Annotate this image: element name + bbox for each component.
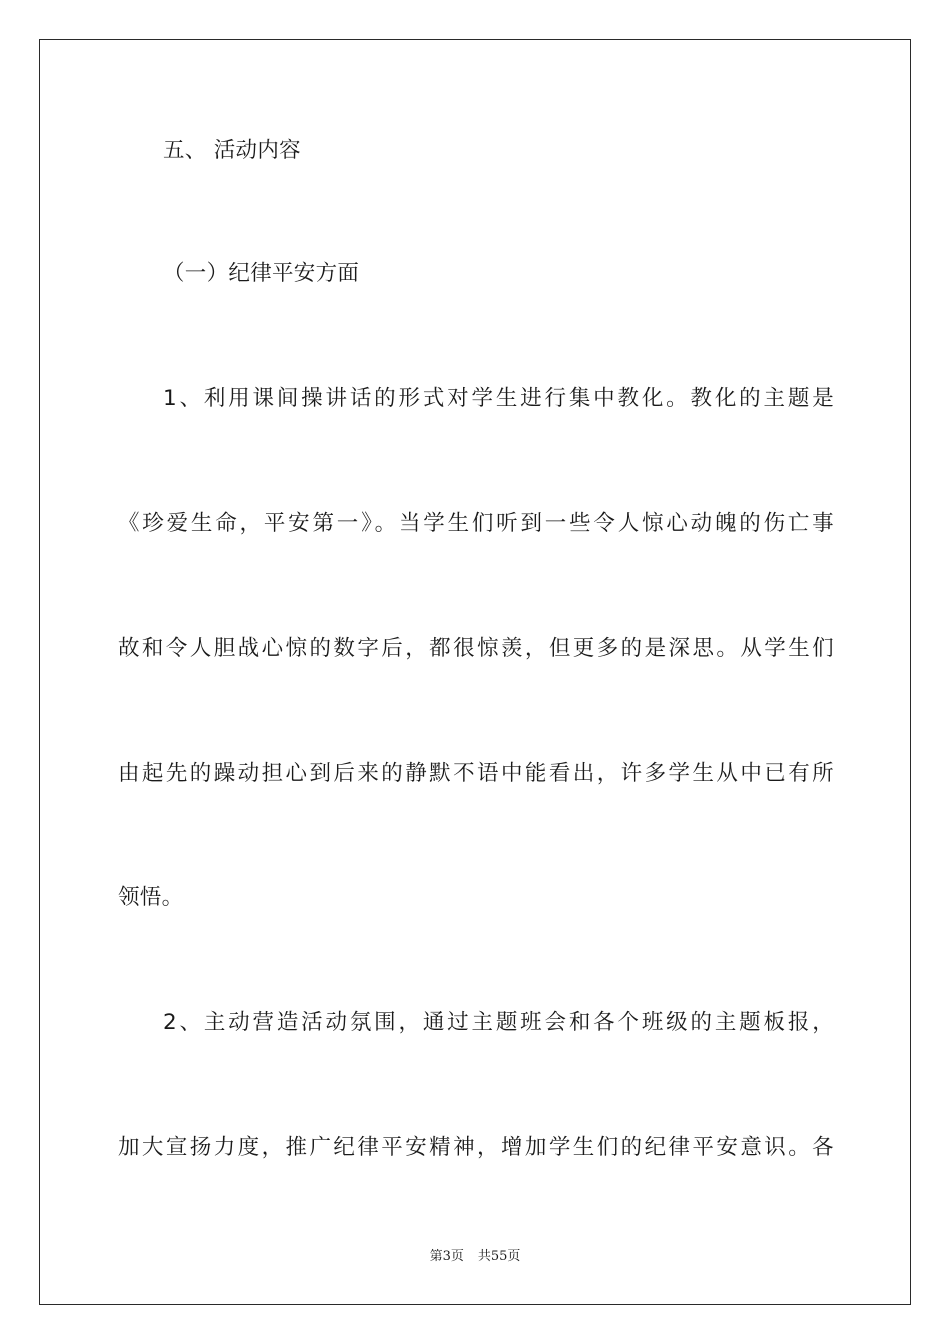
paragraph-line: 故和令人胆战心惊的数字后，都很惊羡，但更多的是深思。从学生们 (118, 636, 834, 661)
page-number: 第3页 (429, 1249, 464, 1264)
paragraph-line: 《珍爱生命，平安第一》。当学生们听到一些令人惊心动魄的伤亡事 (118, 511, 834, 536)
paragraph-line: 1、利用课间操讲话的形式对学生进行集中教化。教化的主题是 (163, 386, 834, 411)
paragraph-line: 领悟。 (118, 885, 184, 910)
paragraph-line: 2、主动营造活动氛围，通过主题班会和各个班级的主题板报， (163, 1010, 834, 1035)
paragraph-line: 加大宣扬力度，推广纪律平安精神，增加学生们的纪律平安意识。各 (118, 1135, 834, 1160)
page-border (39, 39, 911, 1305)
subsection-heading: （一）纪律平安方面 (163, 261, 360, 286)
page-footer (0, 1248, 950, 1266)
paragraph-line: 由起先的躁动担心到后来的静默不语中能看出，许多学生从中已有所 (118, 761, 834, 786)
page-total: 共55页 (477, 1249, 521, 1264)
section-heading: 五、 活动内容 (163, 138, 301, 163)
